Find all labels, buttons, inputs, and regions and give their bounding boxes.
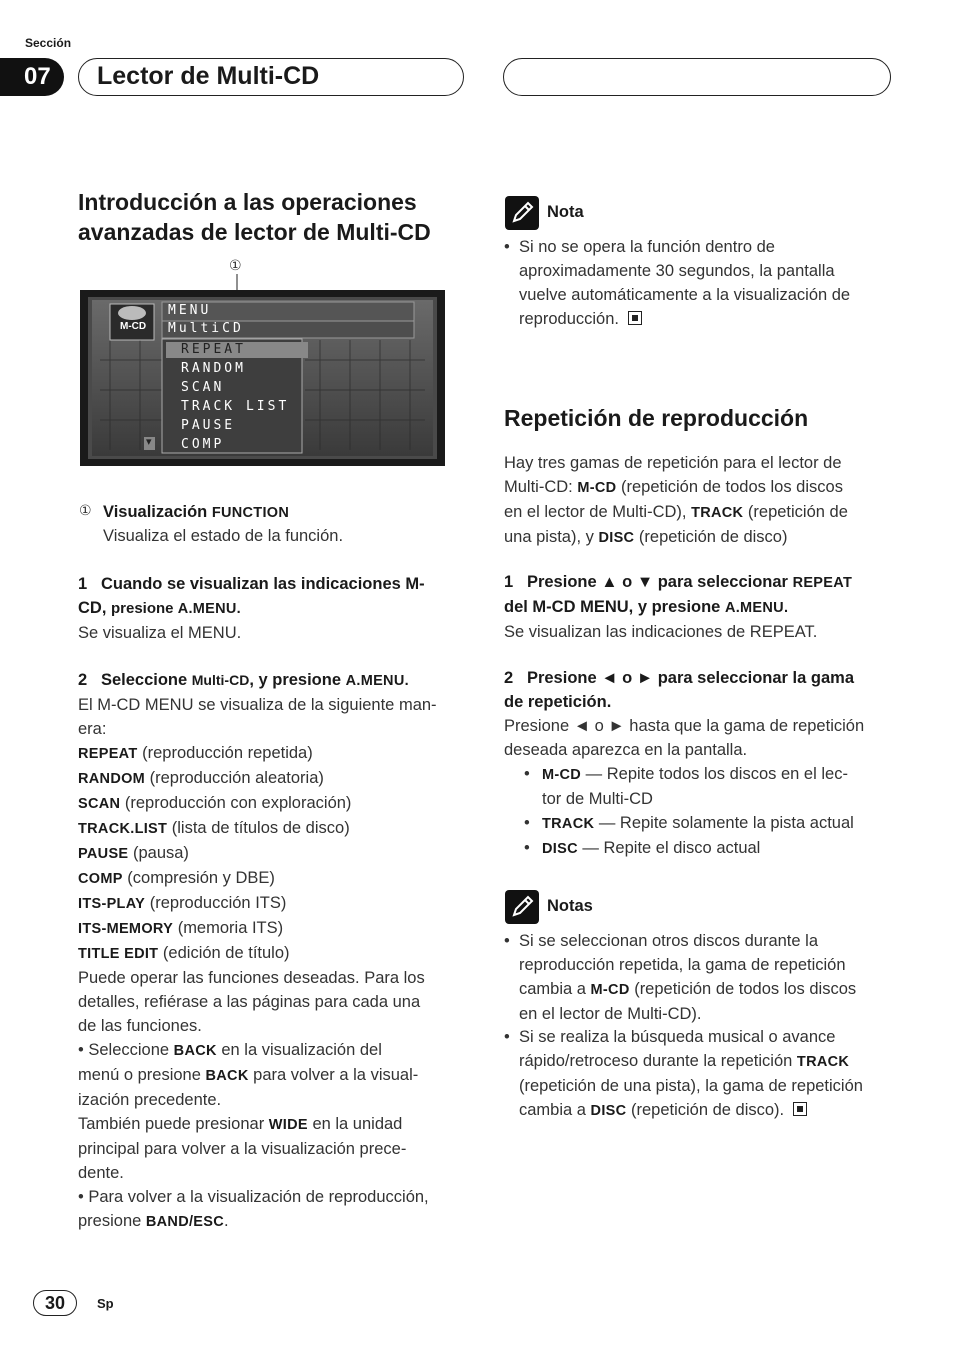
notes-pencil-icon [505,890,539,924]
notes-label: Notas [547,897,593,915]
screen-background [80,290,445,466]
section-number-badge: 07 [0,58,64,96]
screen-item-tracklist: TRACK LIST [181,399,290,414]
end-mark-icon [793,1102,807,1116]
callout-desc-marker: ① [79,502,92,518]
right-step2: 2 Presione ◄ o ► para seleccionar la gama de repetición. Presione ◄ o ► hasta que la gama de repetición deseada aparezca en la pantalla. [504,669,865,759]
note-pencil-icon [505,196,539,230]
chapter-title: Lector de Multi-CD [78,58,464,96]
option-item: RANDOM (reproducción aleatoria) [78,769,324,787]
notes-bullet-2: • [504,1028,510,1046]
option-item: COMP (compresión y DBE) [78,869,275,887]
right-step1: 1 Presione ▲ o ▼ para seleccionar REPEAT del M-CD MENU, y presione A.MENU. Se visualizan las indicaciones de REPEAT. [504,573,853,641]
range-item: • DISC — Repite el disco actual [524,839,761,857]
language-code: Sp [97,1296,114,1311]
notes-text-1: Si se seleccionan otros discos durante la reproducción repetida, la gama de repetición cambia a M-CD (repetición de todos los discos en el lector de Multi-CD). [519,932,857,1023]
header-blank-box [503,58,891,96]
option-item: PAUSE (pausa) [78,844,189,862]
range-list: • M-CD — Repite todos los discos en el lec- tor de Multi-CD • TRACK — Repite solamente la pista actual • DISC — Repite el disco actual [524,762,894,861]
option-item: REPEAT (reproducción repetida) [78,744,313,762]
screen-item-random: RANDOM [181,361,246,376]
option-item: TRACK.LIST (lista de títulos de disco) [78,819,350,837]
callout-marker: ① [229,257,242,273]
right-heading: Repetición de reproducción [504,405,809,431]
screen-line-multicd: MultiCD [168,321,244,336]
range-item: • M-CD — Repite todos los discos en el lec- [524,765,848,783]
screen-line-menu: MENU [168,303,212,318]
multicd-menu-screen [80,290,445,466]
note-bullet: • [504,238,510,256]
option-item: ITS-MEMORY (memoria ITS) [78,919,284,937]
repeat-intro: Hay tres gamas de repetición para el lector de Multi-CD: M-CD (repetición de todos los discos en el lector de Multi-CD), TRACK (repetición de una pista), y DISC (repetición de disco) [504,454,848,546]
callout-text: Visualiza el estado de la función. [103,527,344,545]
scroll-down-icon: ▾ [146,436,152,448]
option-item: ITS-PLAY (reproducción ITS) [78,894,287,912]
note-text: Si no se opera la función dentro de aproximadamente 30 segundos, la pantalla vuelve automáticamente a la visualización de reproducción. [519,238,851,328]
screen-item-comp: COMP [181,437,225,452]
page-number: 30 [33,1290,77,1316]
note-label: Nota [547,203,584,221]
mcd-badge: M-CD [120,321,147,332]
section-label: Sección [25,36,72,50]
notes-bullet-1: • [504,932,510,950]
screen-item-scan: SCAN [181,380,225,395]
range-item: • TRACK — Repite solamente la pista actual [524,814,854,832]
screen-item-pause: PAUSE [181,418,236,433]
option-item: SCAN (reproducción con exploración) [78,794,352,812]
left-step1: 1 Cuando se visualizan las indicaciones M- CD, presione A.MENU. Se visualiza el MENU. [78,575,425,642]
left-step2: 2 Seleccione Multi-CD, y presione A.MENU. El M-CD MENU se visualiza de la siguiente man- era: REPEAT (reproducción repetida) RANDOM (reproducción aleatoria) SCAN (reproducción con exploración) TRACK.LIST (lista de títulos de disco) PAUSE (pausa) COMP (compresión y DBE) ITS-PLAY (reproducción ITS) ITS-MEMORY (memoria ITS) TITLE EDIT (edición de título) Puede operar las funciones deseadas. Para los detalles, refiérase a las páginas para cada una de las funciones. • Seleccione BACK en la visualización del menú o presione BACK para volver a la visual- ización precedente. También puede presionar WIDE en la unidad principal para volver a la visualización prece- dente. • Para volver a la visualización de reproducción, presione BAND/ESC. [78,668,468,1234]
callout-title: Visualización FUNCTION [103,503,290,521]
screen-item-repeat: REPEAT [181,342,246,357]
left-heading: Introducción a las operaciones avanzadas de lector de Multi-CD [78,189,431,245]
notes-text-2: Si se realiza la búsqueda musical o avance rápido/retroceso durante la repetición TRACK (repetición de una pista), la gama de repetición cambia a DISC (repetición de disco). [519,1028,863,1119]
option-list [78,741,468,966]
option-item: TITLE EDIT (edición de título) [78,944,290,962]
end-mark-icon [628,311,642,325]
